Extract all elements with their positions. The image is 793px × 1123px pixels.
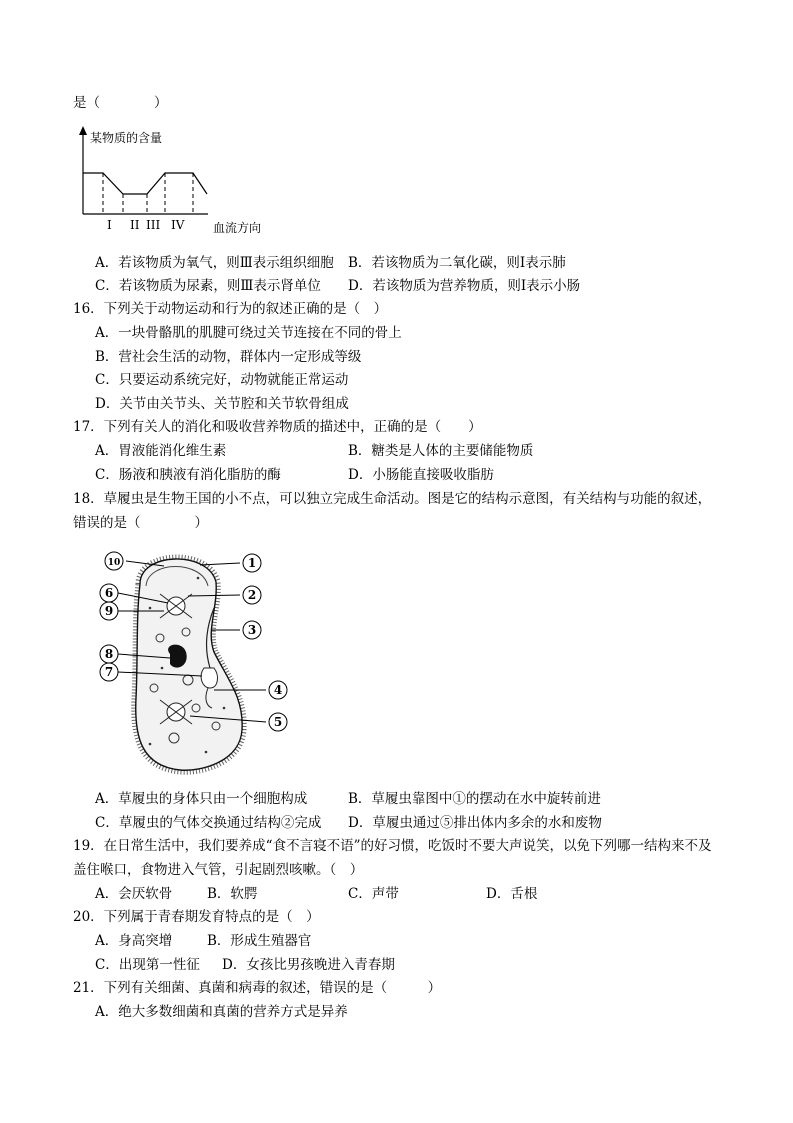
q19-option-c: C．声带 (348, 886, 399, 902)
x-axis-label: 血流方向 (213, 221, 262, 235)
q18-stem-line1: 18．草履虫是生物王国的小不点，可以独立完成生命活动。图是它的结构示意图，有关结构与功能的叙述， (73, 491, 712, 507)
q18-option-b: B．草履虫靠图中①的摆动在水中旋转前进 (348, 791, 601, 807)
q16-option-b: B．营社会生活的动物，群体内一定形成等级 (95, 349, 362, 365)
q20-option-d: D．女孩比男孩晚进入青春期 (222, 957, 395, 973)
label-2: 2 (247, 588, 257, 602)
q17-option-a: A．胃液能消化维生素 (95, 443, 227, 459)
tick-3: III (146, 218, 161, 232)
label-4: 4 (273, 683, 283, 697)
q20-option-c: C．出现第一性征 (95, 957, 200, 973)
q17-stem: 17．下列有关人的消化和吸收营养物质的描述中，正确的是（ ） (73, 419, 482, 435)
q16-option-c: C．只要运动系统完好，动物就能正常运动 (95, 372, 349, 388)
q19-stem-line1: 19．在日常生活中，我们要养成“食不言寝不语”的好习惯，吃饭时不要大声说笑，以免下列哪一结构来不及 (73, 838, 712, 854)
q19-option-a: A．会厌软骨 (95, 886, 173, 902)
label-6: 6 (104, 586, 114, 600)
q15-stem-tail: 是（ ） (73, 95, 168, 111)
q18-option-c: C．草履虫的气体交换通过结构②完成 (95, 815, 322, 831)
q20-stem: 20．下列属于青春期发育特点的是（ ） (73, 909, 320, 925)
substance-content-graph (70, 122, 280, 237)
q15-option-a: A．若该物质为氧气，则Ⅲ表示组织细胞 (95, 255, 334, 271)
q17-option-c: C．肠液和胰液有消化脂肪的酶 (95, 467, 281, 483)
q15-option-c: C．若该物质为尿素，则Ⅲ表示肾单位 (95, 278, 321, 294)
q16-option-a: A．一块骨骼肌的肌腱可绕过关节连接在不同的骨上 (95, 325, 402, 341)
label-9: 9 (104, 604, 114, 618)
q18-option-a: A．草履虫的身体只由一个细胞构成 (95, 791, 308, 807)
tick-1: I (107, 218, 112, 232)
q17-option-b: B．糖类是人体的主要储能物质 (348, 443, 534, 459)
q20-option-b: B．形成生殖器官 (207, 933, 312, 949)
q16-stem: 16．下列关于动物运动和行为的叙述正确的是（ ） (73, 301, 388, 317)
label-5: 5 (273, 715, 283, 729)
tick-2: II (130, 218, 140, 232)
q18-option-d: D．草履虫通过⑤排出体内多余的水和废物 (348, 815, 602, 831)
label-3: 3 (247, 623, 257, 637)
q20-option-a: A．身高突增 (95, 933, 173, 949)
label-8: 8 (104, 647, 114, 661)
content-curve (83, 173, 207, 194)
label-10: 10 (107, 558, 121, 568)
q21-option-a: A．绝大多数细菌和真菌的营养方式是异养 (95, 1004, 348, 1020)
q19-option-d: D．舌根 (486, 886, 538, 902)
q15-option-b: B．若该物质为二氧化碳，则Ⅰ表示肺 (348, 255, 566, 271)
label-7: 7 (104, 665, 114, 679)
y-axis-arrow (79, 126, 87, 135)
tick-4: IV (171, 218, 185, 232)
paramecium-diagram (78, 548, 300, 788)
y-axis-label: 某物质的含量 (90, 131, 163, 145)
q21-stem: 21．下列有关细菌、真菌和病毒的叙述，错误的是（ ） (73, 980, 442, 996)
q19-option-b: B．软腭 (207, 886, 258, 902)
label-1: 1 (247, 556, 257, 570)
q17-option-d: D．小肠能直接吸收脂肪 (348, 467, 494, 483)
q16-option-d: D．关节由关节头、关节腔和关节软骨组成 (95, 396, 349, 412)
paramecium-body (136, 559, 242, 770)
q18-stem-line2: 错误的是（ ） (73, 515, 208, 531)
q19-stem-line2: 盖住喉口，食物进入气管，引起剧烈咳嗽。（ ） (73, 862, 364, 878)
q15-option-d: D．若该物质为营养物质，则Ⅰ表示小肠 (348, 278, 581, 294)
